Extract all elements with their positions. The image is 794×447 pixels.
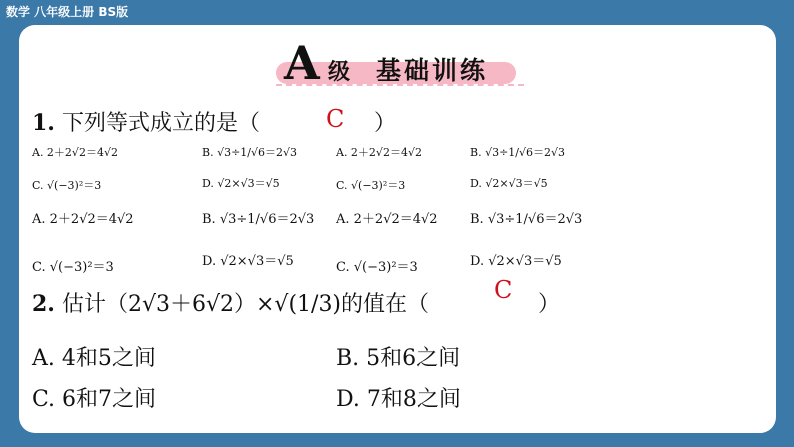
q2-option-c: C. 6和7之间 xyxy=(32,387,157,412)
q1-stem xyxy=(32,106,260,137)
section-title: 基础训练 xyxy=(376,56,489,85)
q1-small-option-a: A. 2＋2√2＝4√2 xyxy=(32,146,118,159)
q1-text: 下列等式成立的是（ xyxy=(61,111,260,136)
q2-stem xyxy=(32,287,429,318)
q2-option-b: B. 5和6之间 xyxy=(336,346,461,371)
q1-answer: C xyxy=(326,105,345,133)
q2-text: 估计（2√3＋6√2）×√(1/3)的值在（ xyxy=(61,292,430,317)
q1-number: 1. xyxy=(32,110,55,136)
q1-medium-option-d: D. √2×√3＝√5 xyxy=(202,254,294,269)
header-label: 数学 八年级上册 BS版 xyxy=(6,5,129,19)
q1-medium-option-c: C. √(−3)²＝3 xyxy=(32,260,114,275)
q1-small-option-c-dup: C. √(−3)²＝3 xyxy=(336,179,406,192)
q1-small-option-b: B. √3÷1/√6＝2√3 xyxy=(202,146,298,159)
section-banner xyxy=(262,36,520,90)
q1-medium-option-a-dup: A. 2＋2√2＝4√2 xyxy=(336,212,438,227)
q2-option-d: D. 7和8之间 xyxy=(336,387,461,412)
q2-number: 2. xyxy=(32,291,55,317)
q1-small-option-d-dup: D. √2×√3＝√5 xyxy=(470,177,548,190)
q1-medium-option-d-dup: D. √2×√3＝√5 xyxy=(470,254,562,269)
q1-medium-option-b-dup: B. √3÷1/√6＝2√3 xyxy=(470,212,583,227)
q1-small-option-d: D. √2×√3＝√5 xyxy=(202,177,280,190)
q2-close-paren: ） xyxy=(538,292,561,317)
q1-medium-option-b: B. √3÷1/√6＝2√3 xyxy=(202,212,315,227)
q1-medium-option-a: A. 2＋2√2＝4√2 xyxy=(32,212,134,227)
banner-dash xyxy=(276,84,524,86)
level-suffix: 级 xyxy=(328,59,351,85)
q1-small-option-c: C. √(−3)²＝3 xyxy=(32,179,102,192)
q1-small-option-b-dup: B. √3÷1/√6＝2√3 xyxy=(470,146,566,159)
q2-option-a: A. 4和5之间 xyxy=(32,346,156,371)
q1-small-option-a-dup: A. 2＋2√2＝4√2 xyxy=(336,146,422,159)
q1-close-paren: ） xyxy=(374,111,397,136)
level-letter: A xyxy=(284,36,320,90)
q2-answer: C xyxy=(494,276,513,304)
q1-medium-option-c-dup: C. √(−3)²＝3 xyxy=(336,260,418,275)
